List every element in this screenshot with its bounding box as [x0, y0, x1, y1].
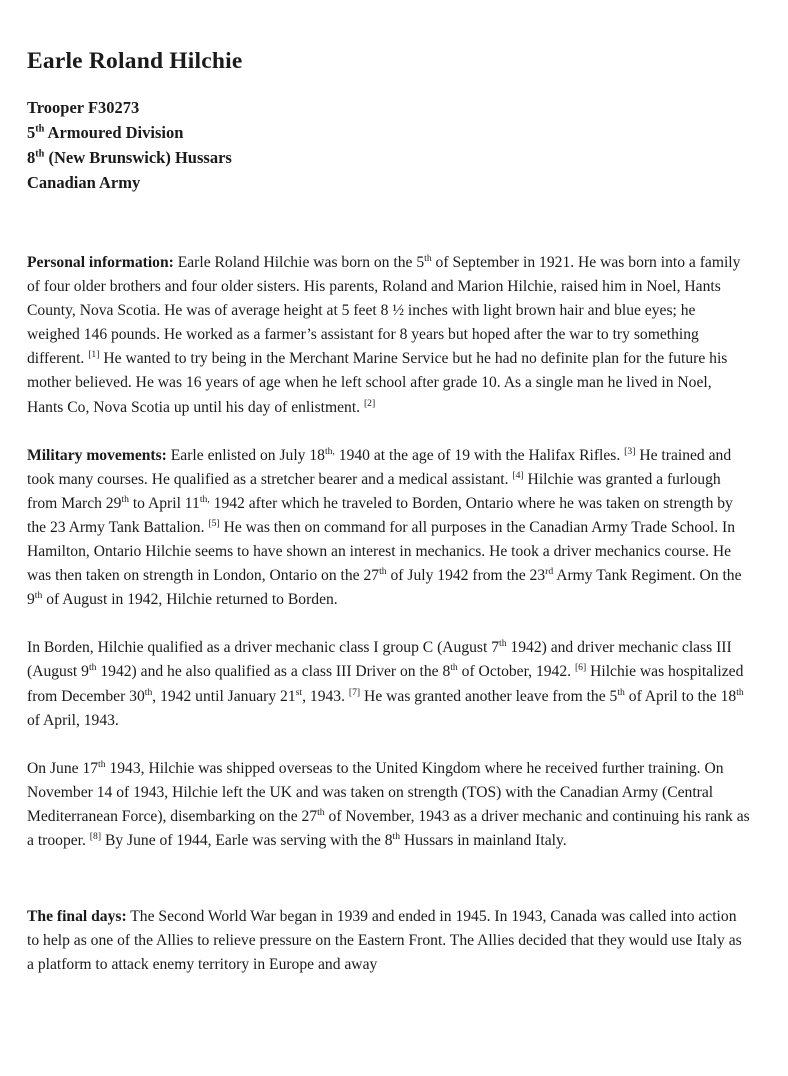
- bold-lead-in: Military movements:: [27, 446, 167, 464]
- paragraph-overseas-service: [27, 757, 750, 853]
- ordinal-superscript: th: [450, 662, 458, 674]
- text-run: The Second World War began in 1939 and ended in 1945. In 1943, Canada was called into action to help as one of the Allies to relieve pressure on the Eastern Front. The Allies decided that they would use Italy as a platform to attack enemy territory in Europe and away: [27, 908, 742, 974]
- text-run: of August in 1942, Hilchie returned to Borden.: [42, 591, 338, 609]
- text-run: of April, 1943.: [27, 711, 119, 729]
- text-run: He was then on command for all purposes in the Canadian Army Trade School. In Hamilton, Ontario Hilchie seems to have shown an interest in mechanics. He took a driver mechanics course. He was then taken on strength in London, Ontario on the 27: [27, 518, 736, 585]
- text-run: of April to the 18: [624, 687, 737, 705]
- subtitle-army: [27, 170, 750, 195]
- text-run: 1942) and driver mechanic class III (August 9: [27, 639, 732, 681]
- footnote-reference: [6]: [574, 662, 587, 674]
- ordinal-superscript: th: [98, 758, 106, 770]
- ordinal-superscript: th: [121, 493, 129, 505]
- text-run: of November, 1943 as a driver mechanic and continuing his rank as a trooper.: [27, 807, 750, 849]
- ordinal-superscript: th: [736, 686, 744, 698]
- text-run: to April 11: [128, 494, 200, 512]
- text-run: 1942) and he also qualified as a class III Driver on the 8: [96, 663, 451, 681]
- subtitle-rank-number: [27, 95, 750, 120]
- bold-lead-in: The final days:: [27, 908, 127, 926]
- text-run: 1943, Hilchie was shipped overseas to the United Kingdom where he received further training. On November 14 of 1943, Hilchie left the UK and was taken on strength (TOS) with the Canadian Army (Central Mediterranean Force), disembarking on the 27: [27, 759, 724, 825]
- text-run: Canadian Army: [27, 173, 141, 192]
- text-run: 1942 after which he traveled to Borden, Ontario where he was taken on strength by the 23 Army Tank Battalion.: [27, 494, 733, 536]
- text-run: Earle enlisted on July 18: [166, 446, 325, 464]
- text-run: of October, 1942.: [457, 663, 575, 681]
- text-run: He was granted another leave from the 5: [360, 687, 618, 705]
- ordinal-superscript: th: [88, 662, 97, 674]
- ordinal-superscript: th: [317, 806, 325, 818]
- text-run: , 1942 until January 21: [152, 687, 296, 705]
- paragraph-final-days: [27, 905, 750, 977]
- ordinal-superscript: th: [424, 252, 432, 264]
- ordinal-superscript: th: [392, 830, 401, 842]
- text-run: He trained and took many courses. He qualified as a stretcher bearer and a medical assistant.: [27, 446, 732, 488]
- ordinal-superscript: th: [34, 590, 43, 602]
- footnote-reference: [1]: [88, 349, 100, 361]
- service-details-block: [27, 95, 750, 195]
- text-run: , 1943.: [302, 687, 349, 705]
- bold-lead-in: Personal information:: [27, 254, 174, 271]
- text-run: He wanted to try being in the Merchant Marine Service but he had no definite plan for the future his mother believed. He was 16 years of age when he left school after grade 10. As a single man he lived in Noel, Hants Co, Nova Scotia up until his day of enlistment.: [27, 350, 728, 416]
- ordinal-superscript: th: [144, 686, 153, 698]
- subtitle-division: [27, 120, 750, 145]
- paragraph-borden-qualifications: [27, 636, 750, 732]
- ordinal-superscript: th,: [199, 493, 210, 505]
- footnote-reference: [5]: [208, 517, 220, 529]
- text-run: On June 17: [27, 759, 99, 777]
- ordinal-superscript: th: [617, 686, 625, 698]
- document-title: Earle Roland Hilchie: [27, 48, 243, 74]
- ordinal-superscript: th: [499, 638, 507, 650]
- text-run: In Borden, Hilchie qualified as a driver mechanic class I group C (August 7: [27, 639, 500, 657]
- text-run: 8: [27, 148, 36, 167]
- text-run: Armoured Division: [44, 123, 184, 142]
- text-run: 1940 at the age of 19 with the Halifax Rifles.: [334, 446, 625, 464]
- ordinal-superscript: th: [35, 148, 45, 160]
- text-run: Hilchie was granted a furlough from March 29: [27, 470, 721, 512]
- text-run: 5: [27, 123, 36, 142]
- text-run: of September in 1921. He was born into a family of four older brothers and four older sisters. His parents, Roland and Marion Hilchie, raised him in Noel, Hants County, Nova Scotia. He was of average height at 5 feet 8 ½ inches with light brown hair and blue eyes; he weighed 146 pounds. He worked as a farmer’s assistant for 8 years but hoped after the war to try something different.: [27, 254, 741, 368]
- paragraph-military-movements: [27, 444, 750, 613]
- text-run: By June of 1944, Earle was serving with the 8: [101, 831, 393, 849]
- subtitle-regiment: [27, 145, 750, 170]
- footnote-reference: [7]: [348, 686, 361, 698]
- text-run: Earle Roland Hilchie was born on the 5: [173, 254, 425, 271]
- ordinal-superscript: st: [295, 686, 303, 698]
- text-run: Hussars in mainland Italy.: [400, 831, 567, 849]
- footnote-reference: [3]: [624, 445, 636, 457]
- ordinal-superscript: th: [35, 123, 45, 135]
- footnote-reference: [2]: [363, 397, 376, 409]
- footnote-reference: [8]: [89, 830, 102, 842]
- ordinal-superscript: th: [379, 565, 387, 577]
- text-run: (New Brunswick) Hussars: [44, 148, 232, 167]
- paragraph-personal-information: [27, 251, 750, 420]
- text-run: of July 1942 from the 23: [386, 567, 546, 585]
- ordinal-superscript: rd: [545, 565, 554, 577]
- text-run: Trooper F30273: [27, 98, 140, 117]
- footnote-reference: [4]: [512, 469, 524, 481]
- ordinal-superscript: th,: [324, 445, 335, 457]
- text-run: Army Tank Regiment. On the 9: [27, 567, 742, 609]
- text-run: Hilchie was hospitalized from December 30: [27, 663, 744, 705]
